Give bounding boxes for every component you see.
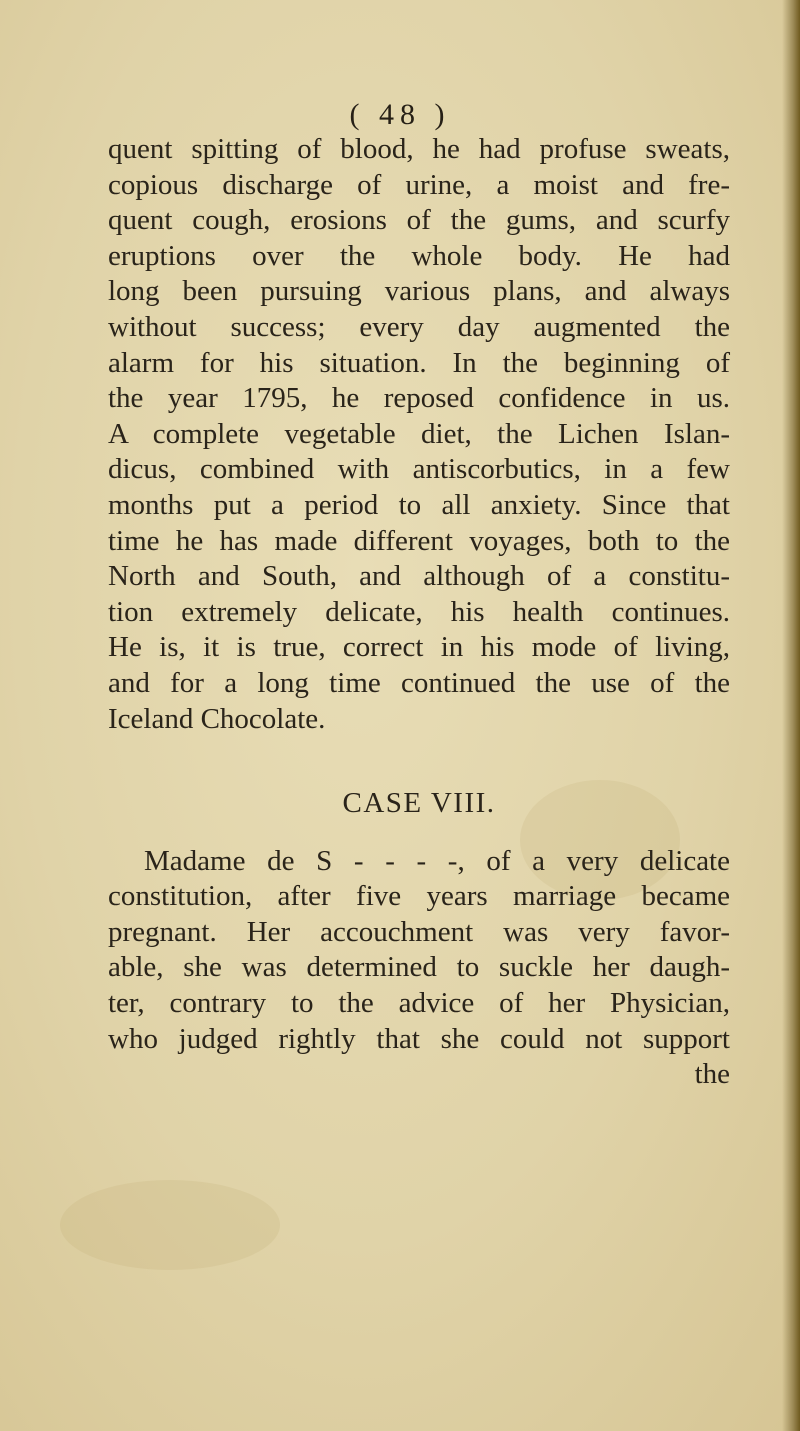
text-line: ter, contrary to the advice of her Physician, xyxy=(108,987,730,1020)
text-line: A complete vegetable diet, the Lichen Islan- xyxy=(108,417,730,450)
page-edge-shadow xyxy=(782,0,800,1431)
text-line: months put a period to all anxiety. Since that xyxy=(108,488,730,521)
text-line: without success; every day augmented the xyxy=(108,310,730,343)
text-line: Iceland Chocolate. xyxy=(108,702,326,735)
text-line: pregnant. Her accouchment was very favor- xyxy=(108,915,730,948)
text-line: time he has made different voyages, both to the xyxy=(108,524,730,557)
text-line: quent spitting of blood, he had profuse sweats, xyxy=(108,133,730,165)
text-line: dicus, combined with antiscorbutics, in a few xyxy=(108,453,730,486)
catchword: the xyxy=(694,1058,730,1091)
text-line: able, she was determined to suckle her daugh- xyxy=(108,951,730,984)
body-text xyxy=(108,132,730,1093)
text-line: eruptions over the whole body. He had xyxy=(108,239,730,272)
text-line: who judged rightly that she could not support xyxy=(108,1022,730,1055)
text-line: He is, it is true, correct in his mode of living, xyxy=(108,631,730,664)
text-line: long been pursuing various plans, and always xyxy=(108,275,730,308)
text-line: quent cough, erosions of the gums, and scurfy xyxy=(108,204,730,237)
page-number: ( 48 ) xyxy=(349,98,451,131)
text-line: and for a long time continued the use of the xyxy=(108,666,730,699)
text-line: copious discharge of urine, a moist and fre- xyxy=(108,168,730,201)
text-line: the year 1795, he reposed confidence in us. xyxy=(108,382,730,415)
text-line: North and South, and although of a constitu- xyxy=(108,560,730,593)
paper-stain xyxy=(60,1180,280,1270)
text-line: alarm for his situation. In the beginning of xyxy=(108,346,730,379)
text-line: constitution, after five years marriage became xyxy=(108,880,730,913)
case-heading: CASE VIII. xyxy=(342,787,496,820)
text-line: tion extremely delicate, his health continues. xyxy=(108,595,730,628)
text-line: Madame de S - - - -, of a very delicate xyxy=(144,844,730,877)
